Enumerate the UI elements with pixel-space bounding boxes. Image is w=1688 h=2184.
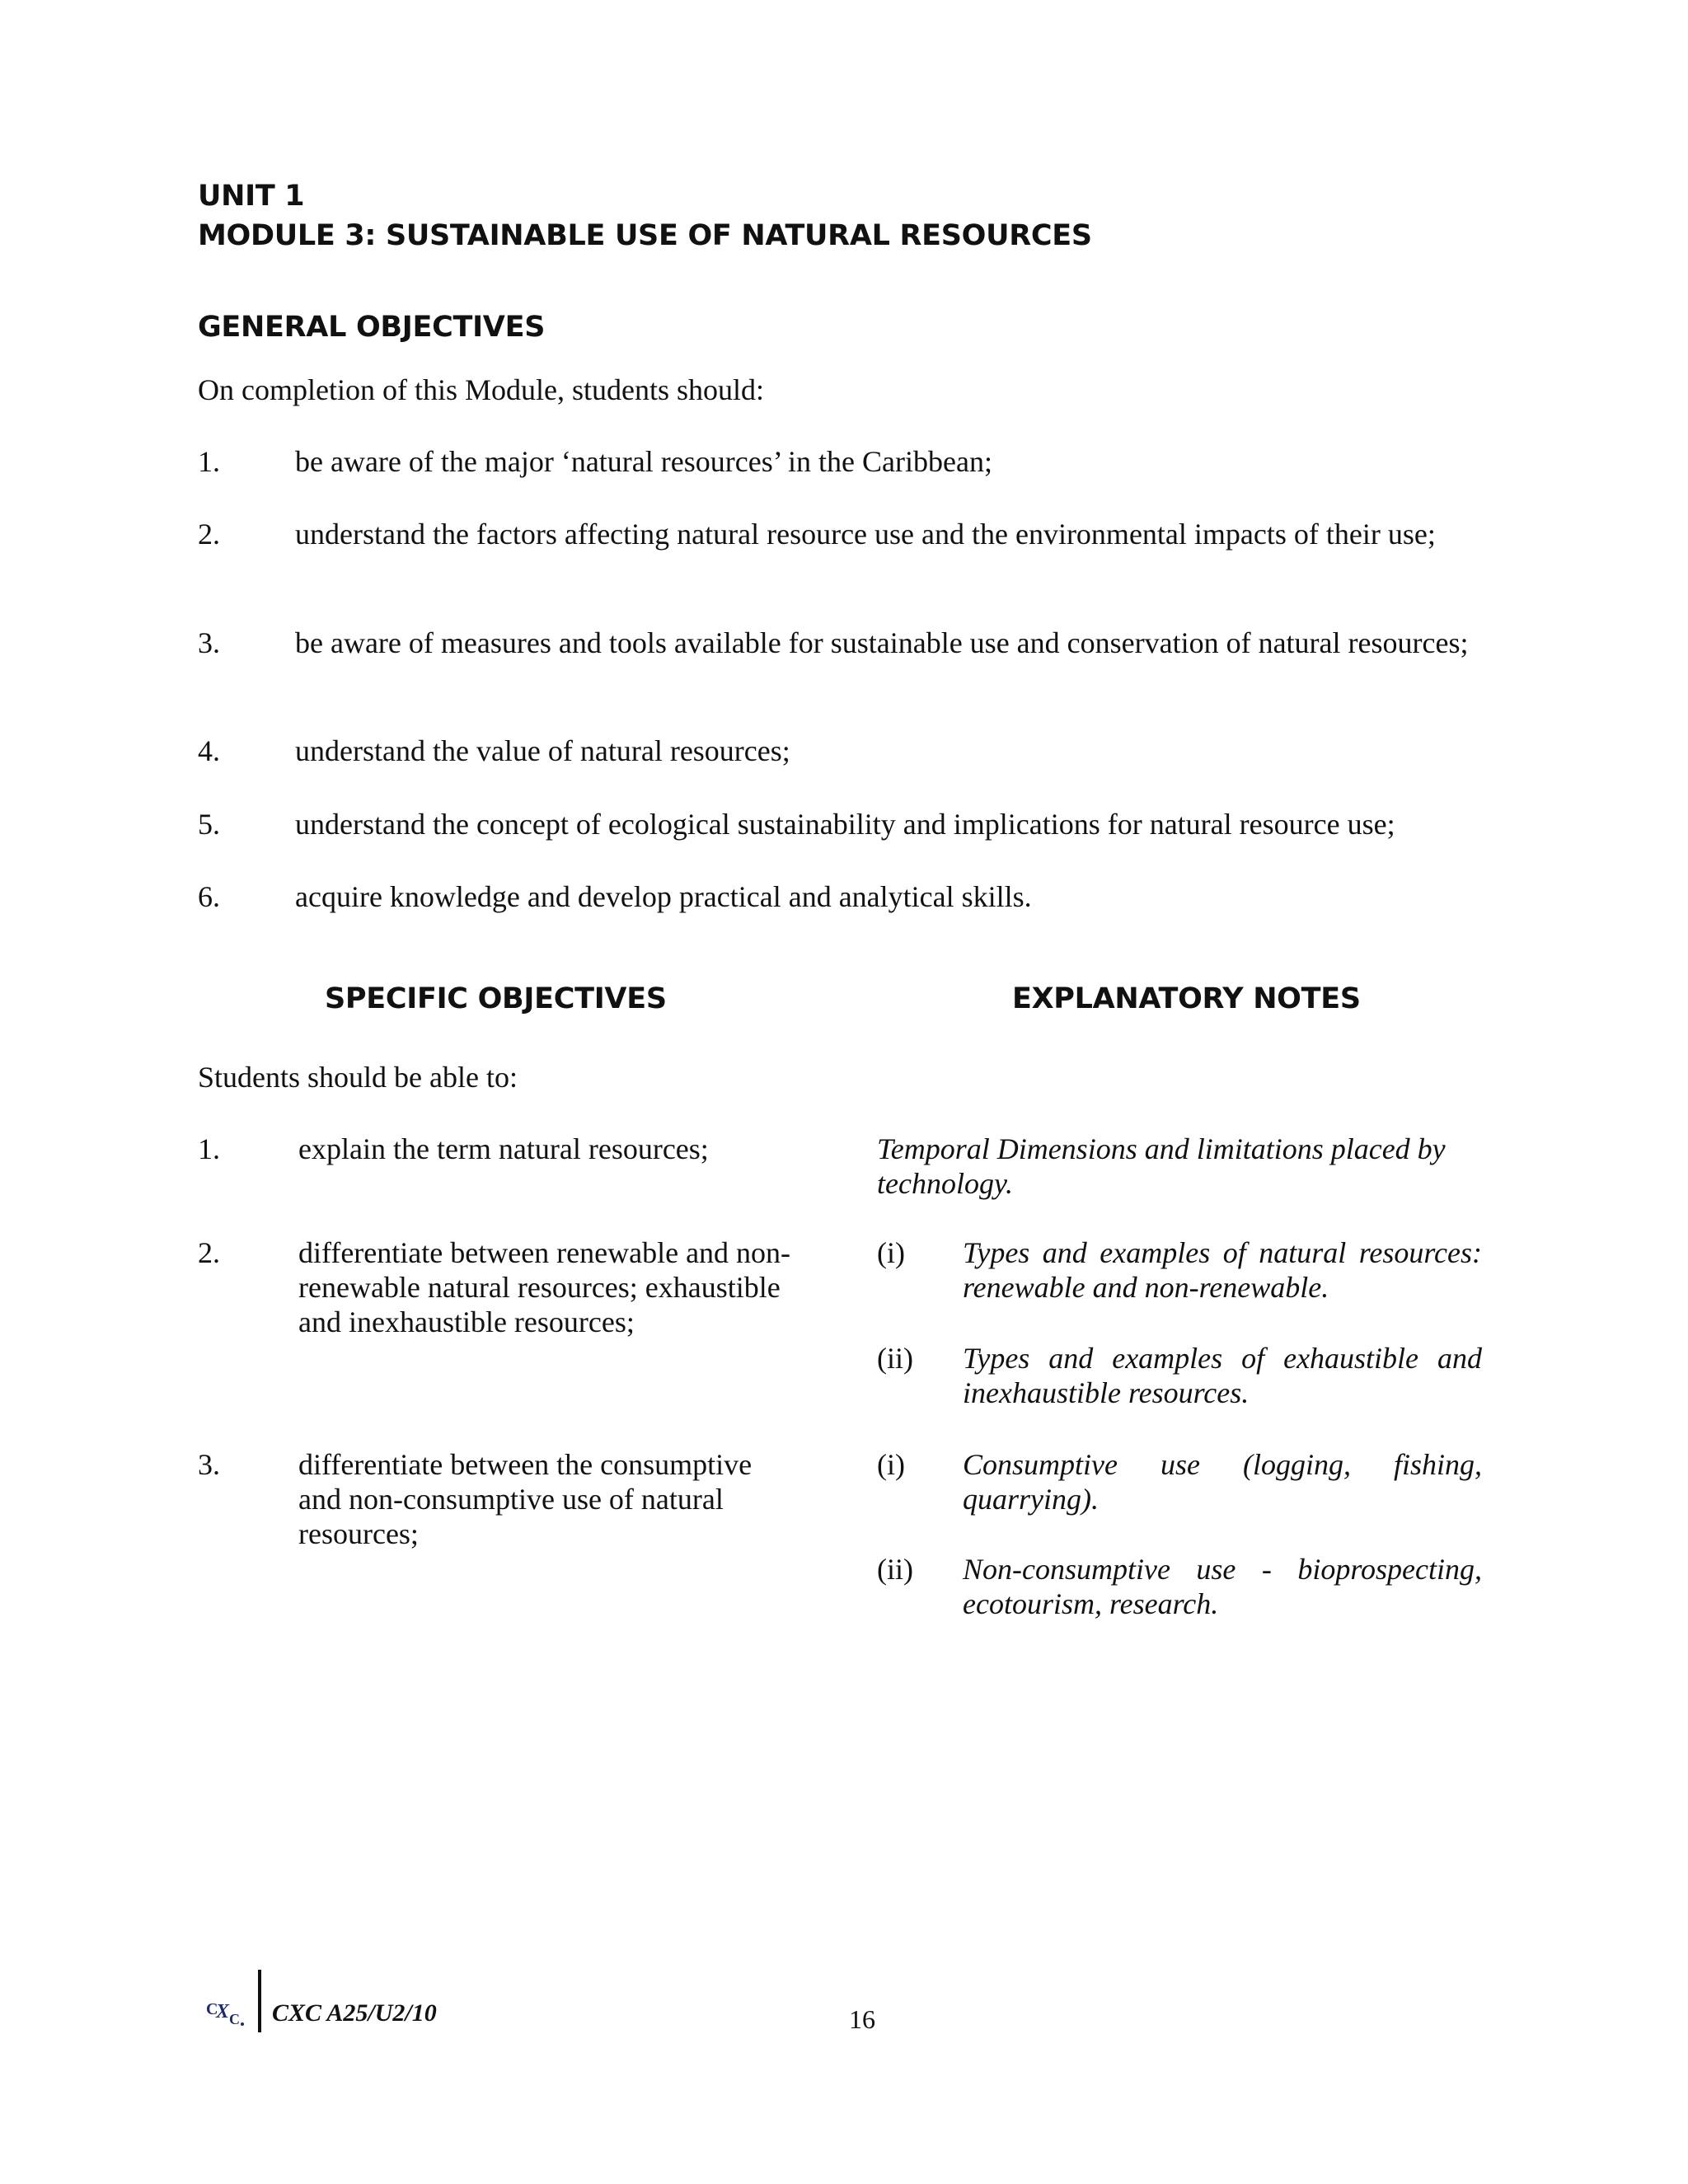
note-label: (i) — [877, 1448, 905, 1481]
note-label: (ii) — [877, 1553, 913, 1586]
explanatory-note: Non-consumptive use - bioprospecting, ecotourism, research. — [963, 1553, 1482, 1620]
module-title: MODULE 3: SUSTAINABLE USE OF NATURAL RESOURCES — [198, 219, 1092, 252]
note-label: (ii) — [877, 1342, 913, 1375]
list-item-text: understand the concept of ecological sustainability and implications for natural resource use; — [295, 808, 1395, 841]
list-item-text: be aware of the major ‘natural resources’ in the Caribbean; — [295, 445, 992, 478]
general-intro: On completion of this Module, students should: — [198, 373, 764, 406]
explanatory-note: Types and examples of natural resources: renewable and non-renewable. — [963, 1236, 1482, 1304]
specific-intro: Students should be able to: — [198, 1061, 518, 1094]
specific-item-number: 2. — [198, 1236, 220, 1269]
specific-item-text: differentiate between renewable and non-renewable natural resources; exhaustible and inexhaustible resources; — [298, 1236, 791, 1338]
list-item-text: be aware of measures and tools available for sustainable use and conservation of natural resources; — [295, 626, 1469, 659]
explanatory-notes-heading: EXPLANATORY NOTES — [1012, 982, 1361, 1015]
explanatory-note: Types and examples of exhaustible and inexhaustible resources. — [963, 1342, 1482, 1409]
svg-text:X: X — [216, 2001, 230, 2022]
page-number: 16 — [849, 2004, 875, 2034]
specific-item-number: 1. — [198, 1132, 220, 1165]
list-item-number: 6. — [198, 880, 220, 913]
list-item-number: 1. — [198, 445, 220, 478]
list-item-text: understand the value of natural resources; — [295, 734, 790, 767]
specific-objectives-heading: SPECIFIC OBJECTIVES — [325, 982, 667, 1015]
explanatory-note: Consumptive use (logging, fishing, quarrying). — [963, 1448, 1482, 1516]
list-item-text: understand the factors affecting natural resource use and the environmental impacts of their use; — [295, 518, 1436, 551]
list-item-text: acquire knowledge and develop practical and analytical skills. — [295, 880, 1032, 913]
list-item-number: 2. — [198, 518, 220, 551]
list-item-number: 5. — [198, 808, 220, 841]
explanatory-note: Temporal Dimensions and limitations placed by technology. — [877, 1132, 1446, 1200]
general-objectives-heading: GENERAL OBJECTIVES — [198, 311, 546, 344]
note-label: (i) — [877, 1236, 905, 1269]
svg-text:C: C — [206, 2000, 218, 2018]
list-item-number: 4. — [198, 734, 220, 767]
document-code: CXC A25/U2/10 — [272, 1999, 437, 2027]
footer-divider — [258, 1970, 261, 2032]
cxc-logo-icon — [204, 1990, 254, 2031]
specific-item-text: differentiate between the consumptive and non-consumptive use of natural resources; — [298, 1448, 753, 1550]
unit-title: UNIT 1 — [198, 180, 305, 213]
list-item-number: 3. — [198, 626, 220, 659]
specific-item-number: 3. — [198, 1448, 220, 1481]
specific-item-text: explain the term natural resources; — [298, 1132, 709, 1165]
svg-text:C: C — [229, 2011, 240, 2027]
